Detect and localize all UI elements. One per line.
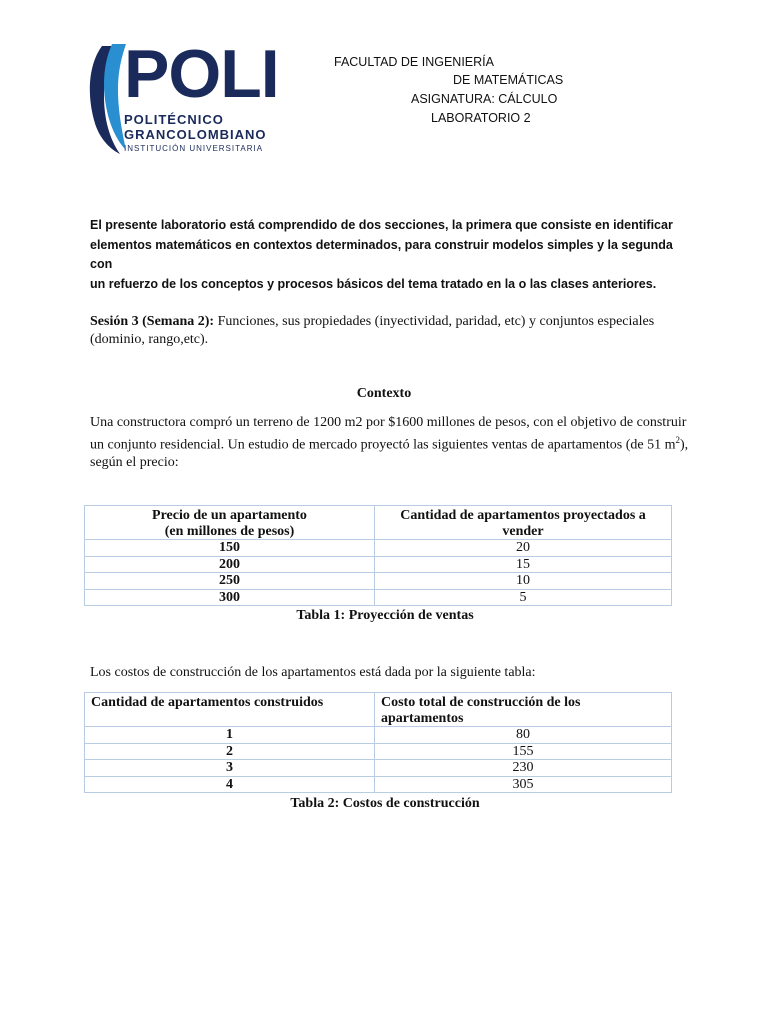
logo-swoosh-icon [84,40,128,158]
table-row [85,589,672,606]
session-paragraph [90,313,690,348]
construction-costs-table [84,692,672,793]
table-cell-price: 300 [85,589,375,606]
table-header-row [85,693,672,727]
logo-subtitle-1: POLITÉCNICO [124,112,224,127]
context-text: Una constructora compró un terreno de 1200 m2 por $1600 millones de pesos, con el objetivo de construir un conjunto residencial. Un estudio de mercado proyectó las siguientes ventas de apartamentos (de 51 m [90,415,687,453]
logo-subtitle-2: GRANCOLOMBIANO [124,127,267,142]
table1-caption: Tabla 1: Proyección de ventas [296,608,474,623]
header-lab: LABORATORIO 2 [431,111,531,125]
table-cell-cost: 155 [375,743,672,760]
table2-caption: Tabla 2: Costos de construcción [290,796,480,811]
table-cell-price: 250 [85,573,375,590]
intro-line: un refuerzo de los conceptos y procesos básicos del tema tratado en la o las clases anteriores. [90,276,657,291]
table-row [85,540,672,557]
table-cell-cost: 230 [375,760,672,777]
costs-intro: Los costos de construcción de los apartamentos está dada por la siguiente tabla: [90,665,536,680]
intro-line: El presente laboratorio está comprendido de dos secciones, la primera que consiste en identificar [90,218,673,232]
table-row [85,776,672,793]
header-department: DE MATEMÁTICAS [453,73,564,87]
context-superscript: 2 [675,434,680,445]
table-cell-count: 2 [85,743,375,760]
intro-line: elementos matemáticos en contextos determinados, para construir modelos simples y la segunda con [90,237,673,271]
header-subject: ASIGNATURA: CÁLCULO [411,92,558,106]
session-text: Funciones, sus propiedades (inyectividad, paridad, etc) y conjuntos especiales (dominio, rango,etc). [90,314,655,347]
table-cell-count: 1 [85,727,375,744]
table-row [85,760,672,777]
institution-logo [84,36,284,158]
table-row [85,556,672,573]
context-text-end: ), según el precio: [90,437,689,470]
context-heading: Contexto [356,386,412,401]
table-cell-count: 3 [85,760,375,777]
table-cell-cost: 305 [375,776,672,793]
table-header-row [85,506,672,540]
table-cell-quantity: 15 [375,556,672,573]
table-cell-cost: 80 [375,727,672,744]
table-row [85,743,672,760]
logo-subtitle-3: INSTITUCIÓN UNIVERSITARIA [124,144,264,153]
table-row [85,727,672,744]
sales-projection-table [84,505,672,606]
table-cell-quantity: 20 [375,540,672,557]
table-cell-quantity: 10 [375,573,672,590]
context-paragraph [90,414,690,471]
table2-header-count: Cantidad de apartamentos construidos [85,693,375,727]
session-label: Sesión 3 (Semana 2): [90,314,215,329]
table1-header-quantity: Cantidad de apartamentos proyectados a vender [375,506,672,540]
table1-header-price: Precio de un apartamento (en millones de pesos) [85,506,375,540]
table2-header-cost: Costo total de construcción de los apartamentos [375,693,672,727]
table-cell-price: 200 [85,556,375,573]
header-faculty: FACULTAD DE INGENIERÍA [334,55,494,69]
intro-paragraph [90,216,680,294]
table-cell-count: 4 [85,776,375,793]
logo-wordmark: POLI [124,36,279,112]
table-row [85,573,672,590]
table-cell-quantity: 5 [375,589,672,606]
table-cell-price: 150 [85,540,375,557]
